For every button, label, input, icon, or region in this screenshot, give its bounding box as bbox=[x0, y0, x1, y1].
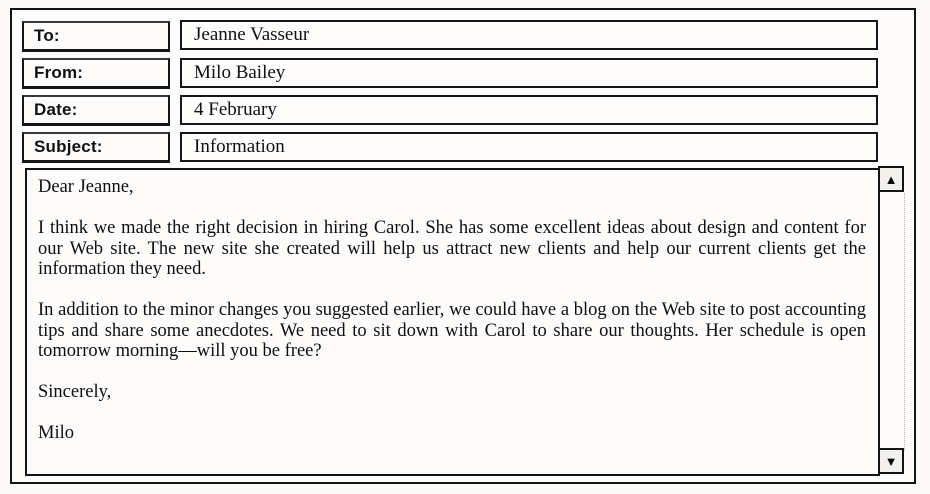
signature-line: Milo bbox=[38, 423, 74, 443]
from-field[interactable]: Milo Bailey bbox=[180, 58, 878, 88]
subject-label: Subject: bbox=[22, 132, 170, 163]
body-paragraph: In addition to the minor changes you suggested earlier, we could have a blog on the Web site to post accounting tips and share some anecdotes. We need to sit down with Carol to share our thoughts. Her schedule is open tomorrow morning—will you be free? bbox=[38, 300, 866, 361]
to-field[interactable]: Jeanne Vasseur bbox=[180, 20, 878, 50]
scrollbar-track[interactable] bbox=[878, 193, 905, 451]
arrow-down-icon: ▼ bbox=[884, 453, 898, 469]
from-label: From: bbox=[22, 58, 170, 89]
greeting-line: Dear Jeanne, bbox=[38, 177, 134, 197]
date-label: Date: bbox=[22, 95, 170, 126]
body-paragraph: I think we made the right decision in hiring Carol. She has some excellent ideas about design and content for our Web site. The new site she created will help us attract new clients and help our current clients get the information they need. bbox=[38, 218, 866, 279]
scroll-down-button[interactable] bbox=[878, 448, 904, 474]
date-field[interactable]: 4 February bbox=[180, 95, 878, 125]
closing-line: Sincerely, bbox=[38, 382, 112, 402]
subject-field[interactable]: Information bbox=[180, 132, 878, 162]
email-form bbox=[10, 8, 916, 484]
scroll-up-button[interactable] bbox=[878, 166, 904, 192]
to-label: To: bbox=[22, 21, 170, 52]
message-body[interactable] bbox=[25, 168, 880, 476]
arrow-up-icon: ▲ bbox=[884, 171, 898, 187]
